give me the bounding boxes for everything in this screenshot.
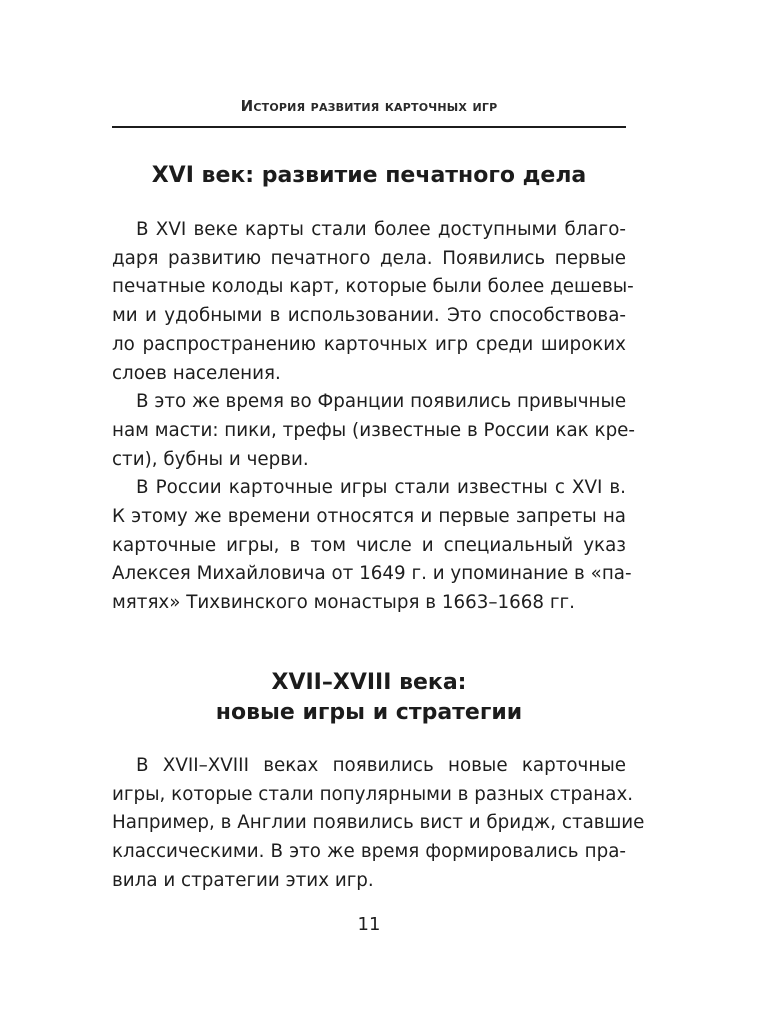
text-line: К этому же времени относятся и первые запреты на [112, 506, 626, 528]
section-body [112, 752, 645, 896]
text-line: классическими. В это же время формировались пра- [112, 841, 626, 863]
section-body [112, 216, 636, 618]
text-line: В XVI веке карты стали более доступными благо- [136, 219, 626, 240]
header-rule [112, 126, 626, 128]
text-line: карточные игры, в том числе и специальный указ [112, 534, 626, 556]
text-line: Например, в Англии появились вист и бридж, ставшие [112, 812, 645, 834]
text-line: Алексея Михайловича от 1649 г. и упоминание в «па- [112, 563, 632, 585]
text-line: ми и удобными в использовании. Это способствова- [112, 305, 626, 327]
section-title-line: новые игры и стратегии [215, 700, 523, 725]
section-title-line: XVII–XVIII века: [271, 670, 467, 695]
section-title [112, 668, 626, 728]
text-line: игры, которые стали популярными в разных странах. [112, 783, 634, 805]
text-line: ло распространению карточных игр среди широких [112, 333, 626, 355]
paragraph [112, 216, 634, 388]
paragraph [112, 474, 632, 618]
text-line: нам масти: пики, трефы (известные в России как кре- [112, 419, 636, 441]
section-title [112, 161, 626, 191]
text-line: мятях» Тихвинского монастыря в 1663–1668 гг. [112, 592, 575, 614]
text-line: В это же время во Франции появились привычные [136, 391, 627, 413]
paragraph [112, 752, 645, 896]
text-line: печатные колоды карт, которые были более дешевы- [112, 276, 634, 298]
text-line: даря развитию печатного дела. Появились первые [112, 247, 626, 269]
paragraph [112, 388, 636, 474]
running-head: История развития карточных игр [240, 97, 498, 115]
section-title-line: XVI век: развитие печатного дела [151, 163, 587, 188]
page-number: 11 [357, 914, 381, 935]
text-line: сти), бубны и черви. [112, 448, 309, 470]
text-line: В XVII–XVIII веках появились новые карточные [136, 755, 626, 776]
text-line: слоев населения. [112, 362, 281, 384]
text-line: В России карточные игры стали известны с XVI в. [136, 477, 626, 499]
text-line: вила и стратегии этих игр. [112, 869, 374, 891]
